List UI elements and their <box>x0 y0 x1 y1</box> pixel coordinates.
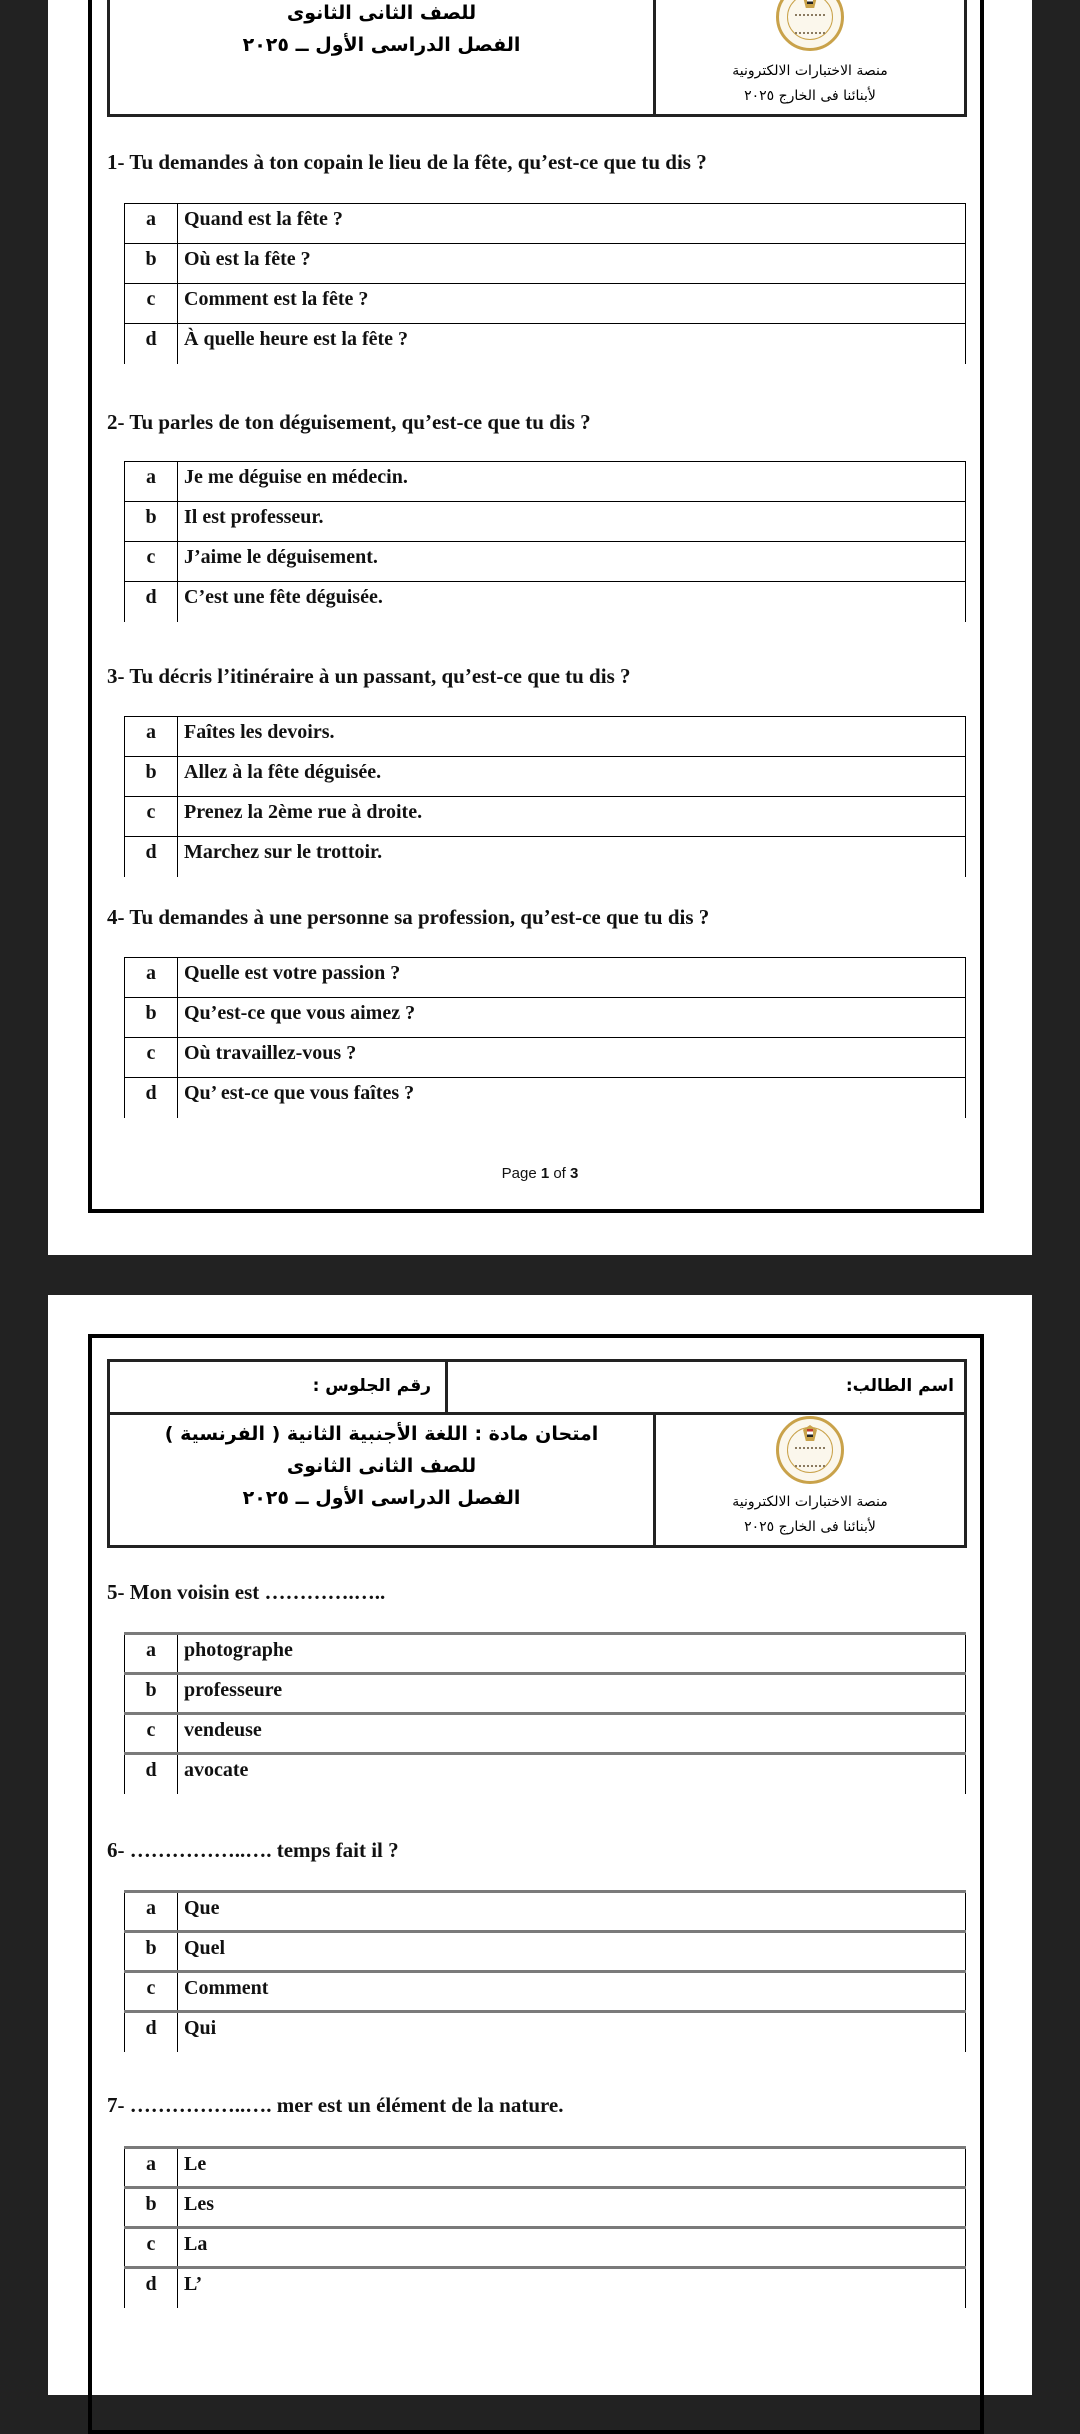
options-table-q3 <box>124 716 966 877</box>
option-letter: a <box>125 204 178 244</box>
seat-number-field[interactable] <box>110 1362 448 1412</box>
option-row[interactable] <box>125 542 966 582</box>
option-text[interactable]: Marchez sur le trottoir. <box>178 837 966 877</box>
option-row[interactable] <box>125 502 966 542</box>
ministry-seal-icon <box>776 1416 844 1484</box>
option-row[interactable] <box>125 837 966 877</box>
option-row[interactable] <box>125 1038 966 1078</box>
question-5: 5- Mon voisin est ………….….. <box>107 1580 386 1604</box>
exam-title-block <box>110 0 656 114</box>
platform-name: منصة الاختبارات الالكترونية <box>732 63 888 79</box>
option-text[interactable]: Le <box>178 2148 966 2188</box>
exam-page-2 <box>48 1295 1032 2395</box>
option-row[interactable] <box>125 244 966 284</box>
option-text[interactable]: Quand est la fête ? <box>178 204 966 244</box>
options-table-q6 <box>124 1890 966 2052</box>
platform-subtitle: لأبنائنا فى الخارج ٢٠٢٥ <box>744 88 876 104</box>
option-row[interactable] <box>125 1972 966 2012</box>
exam-page-1 <box>48 0 1032 1255</box>
option-text[interactable]: À quelle heure est la fête ? <box>178 324 966 364</box>
exam-header <box>107 0 967 117</box>
option-letter: a <box>125 958 178 998</box>
option-text[interactable]: J’aime le déguisement. <box>178 542 966 582</box>
option-letter: d <box>125 582 178 622</box>
option-text[interactable]: Prenez la 2ème rue à droite. <box>178 797 966 837</box>
question-2: 2- Tu parles de ton déguisement, qu’est-ce que tu dis ? <box>107 410 591 434</box>
option-row[interactable] <box>125 1932 966 1972</box>
question-7: 7- ……………..…. mer est un élément de la nature. <box>107 2093 564 2117</box>
option-text[interactable]: Les <box>178 2188 966 2228</box>
platform-name: منصة الاختبارات الالكترونية <box>732 1494 888 1510</box>
exam-grade: للصف الثانى الثانوى <box>286 2 477 24</box>
student-info-row <box>110 1362 964 1415</box>
option-letter: b <box>125 1932 178 1972</box>
option-letter: b <box>125 998 178 1038</box>
seat-number-label: رقم الجلوس : <box>312 1376 431 1396</box>
option-text[interactable]: Qu’est-ce que vous aimez ? <box>178 998 966 1038</box>
option-letter: c <box>125 2228 178 2268</box>
option-letter: c <box>125 284 178 324</box>
option-row[interactable] <box>125 757 966 797</box>
option-letter: d <box>125 2268 178 2308</box>
option-row[interactable] <box>125 1674 966 1714</box>
option-letter: d <box>125 1078 178 1118</box>
option-text[interactable]: Quel <box>178 1932 966 1972</box>
option-row[interactable] <box>125 462 966 502</box>
option-text[interactable]: Que <box>178 1892 966 1932</box>
option-row[interactable] <box>125 958 966 998</box>
exam-term: الفصل الدراسى الأول ــ ٢٠٢٥ <box>242 34 521 56</box>
options-table-q5 <box>124 1632 966 1794</box>
exam-grade: للصف الثانى الثانوى <box>286 1455 477 1477</box>
option-letter: b <box>125 757 178 797</box>
exam-header <box>107 1359 967 1548</box>
option-letter: d <box>125 837 178 877</box>
student-name-label: اسم الطالب: <box>845 1376 954 1396</box>
option-text[interactable]: La <box>178 2228 966 2268</box>
option-row[interactable] <box>125 998 966 1038</box>
option-row[interactable] <box>125 2268 966 2308</box>
platform-brand <box>656 1412 964 1545</box>
option-text[interactable]: Allez à la fête déguisée. <box>178 757 966 797</box>
student-name-field[interactable] <box>448 1362 964 1412</box>
option-letter: c <box>125 1714 178 1754</box>
question-6: 6- ……………..…. temps fait il ? <box>107 1838 399 1862</box>
options-table-q4 <box>124 957 966 1118</box>
options-table-q1 <box>124 203 966 364</box>
option-text[interactable]: photographe <box>178 1634 966 1674</box>
option-text[interactable]: professeure <box>178 1674 966 1714</box>
total-pages: 3 <box>570 1165 579 1182</box>
option-text[interactable]: Il est professeur. <box>178 502 966 542</box>
option-row[interactable] <box>125 1714 966 1754</box>
question-1: 1- Tu demandes à ton copain le lieu de la fête, qu’est-ce que tu dis ? <box>107 150 707 174</box>
option-row[interactable] <box>125 2148 966 2188</box>
options-table-q7 <box>124 2146 966 2308</box>
option-text[interactable]: Faîtes les devoirs. <box>178 717 966 757</box>
option-letter: b <box>125 244 178 284</box>
option-row[interactable] <box>125 1078 966 1118</box>
option-text[interactable]: L’ <box>178 2268 966 2308</box>
option-letter: a <box>125 717 178 757</box>
option-row[interactable] <box>125 324 966 364</box>
options-table-q2 <box>124 461 966 622</box>
option-letter: d <box>125 324 178 364</box>
option-row[interactable] <box>125 797 966 837</box>
option-letter: b <box>125 2188 178 2228</box>
option-text[interactable]: Où est la fête ? <box>178 244 966 284</box>
option-row[interactable] <box>125 2228 966 2268</box>
option-row[interactable] <box>125 582 966 622</box>
option-text[interactable]: Où travaillez-vous ? <box>178 1038 966 1078</box>
option-text[interactable]: Qu’ est-ce que vous faîtes ? <box>178 1078 966 1118</box>
option-letter: a <box>125 1634 178 1674</box>
option-text[interactable]: Je me déguise en médecin. <box>178 462 966 502</box>
option-letter: d <box>125 1754 178 1794</box>
option-letter: c <box>125 1972 178 2012</box>
option-row[interactable] <box>125 284 966 324</box>
page-label: Page <box>501 1165 541 1182</box>
question-4: 4- Tu demandes à une personne sa profession, qu’est-ce que tu dis ? <box>107 905 710 929</box>
option-text[interactable]: Comment <box>178 1972 966 2012</box>
option-letter: b <box>125 502 178 542</box>
option-text[interactable]: vendeuse <box>178 1714 966 1754</box>
option-text[interactable]: Comment est la fête ? <box>178 284 966 324</box>
option-letter: a <box>125 1892 178 1932</box>
page-of-label: of <box>549 1165 571 1182</box>
option-letter: c <box>125 797 178 837</box>
option-row[interactable] <box>125 717 966 757</box>
option-letter: d <box>125 2012 178 2052</box>
platform-brand <box>656 0 964 114</box>
exam-title-block <box>110 1412 656 1545</box>
ministry-seal-icon <box>776 0 844 51</box>
option-text[interactable]: Quelle est votre passion ? <box>178 958 966 998</box>
option-letter: a <box>125 462 178 502</box>
question-3: 3- Tu décris l’itinéraire à un passant, qu’est-ce que tu dis ? <box>107 664 631 688</box>
exam-term: الفصل الدراسى الأول ــ ٢٠٢٥ <box>242 1487 521 1509</box>
exam-subject: امتحان مادة : اللغة الأجنبية الثانية ( الفرنسية ) <box>164 1423 599 1445</box>
page-number <box>48 1165 1032 1182</box>
option-letter: c <box>125 1038 178 1078</box>
option-letter: c <box>125 542 178 582</box>
option-row[interactable] <box>125 1634 966 1674</box>
option-row[interactable] <box>125 2188 966 2228</box>
option-row[interactable] <box>125 1754 966 1794</box>
option-row[interactable] <box>125 2012 966 2052</box>
platform-subtitle: لأبنائنا فى الخارج ٢٠٢٥ <box>744 1519 876 1535</box>
current-page: 1 <box>540 1165 550 1182</box>
option-letter: b <box>125 1674 178 1714</box>
option-text[interactable]: C’est une fête déguisée. <box>178 582 966 622</box>
option-letter: a <box>125 2148 178 2188</box>
option-text[interactable]: avocate <box>178 1754 966 1794</box>
option-row[interactable] <box>125 1892 966 1932</box>
option-text[interactable]: Qui <box>178 2012 966 2052</box>
option-row[interactable] <box>125 204 966 244</box>
